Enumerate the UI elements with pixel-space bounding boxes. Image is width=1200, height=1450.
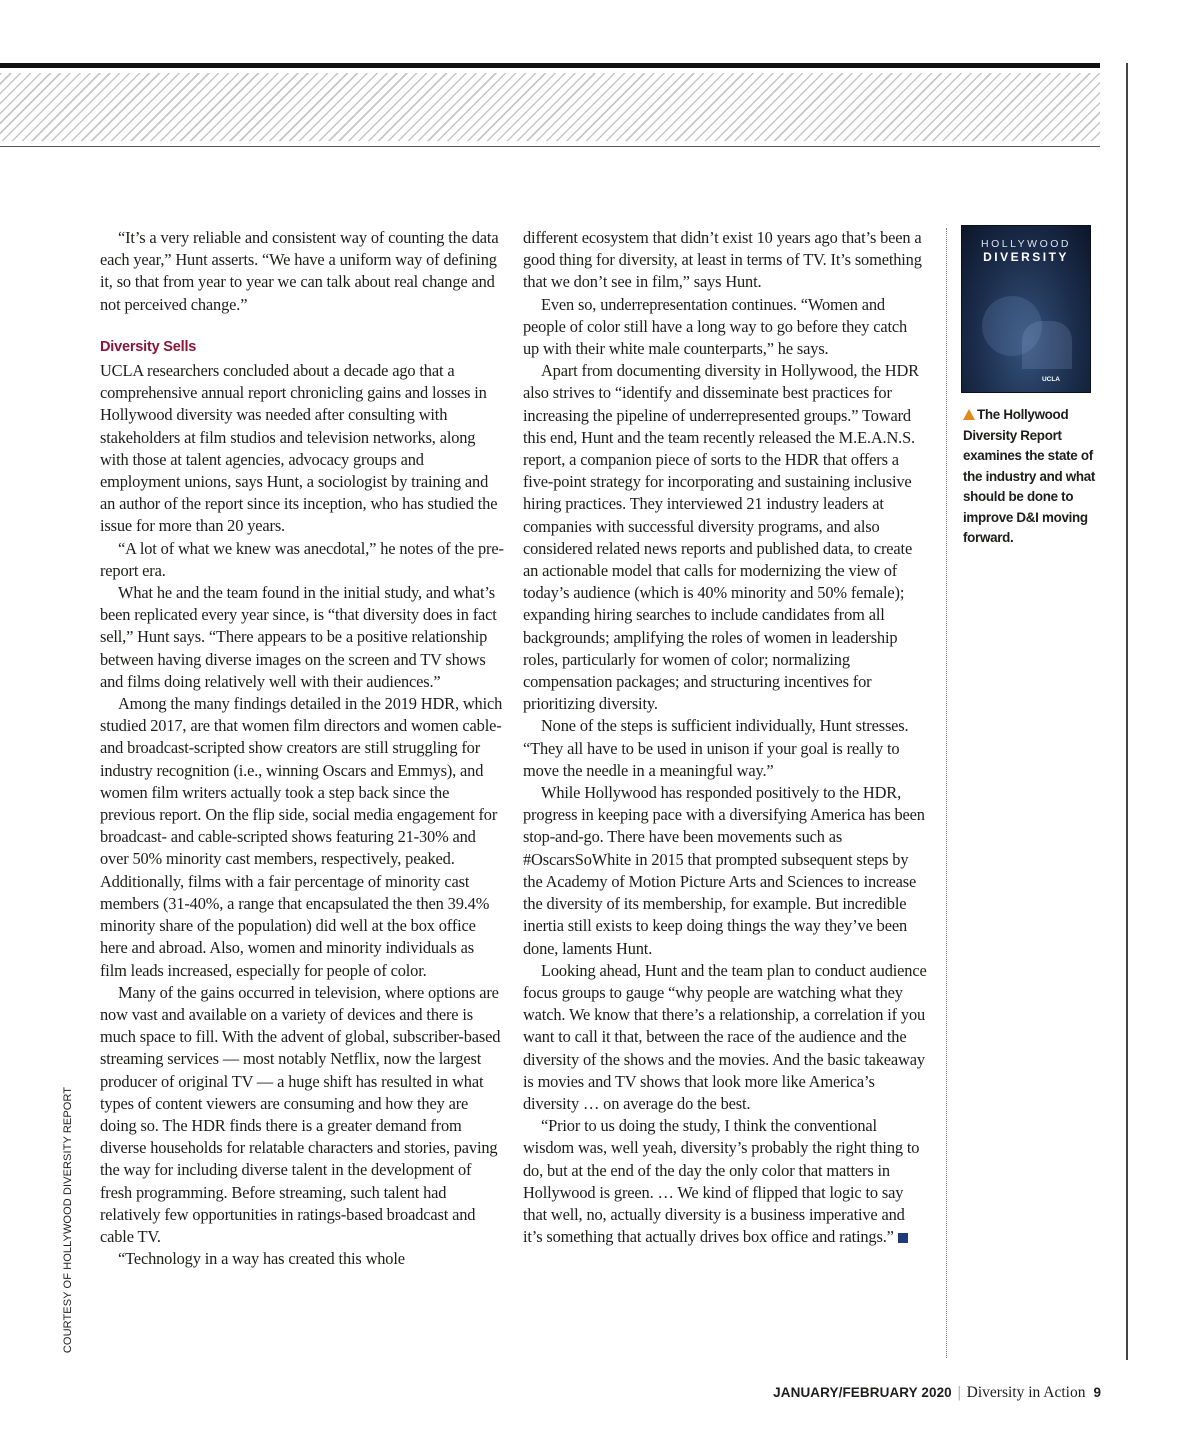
paragraph-text: “Prior to us doing the study, I think the conventional wisdom was, well yeah, diversity’s probably the right thing to do, but at the end of the day the only color that matters in Hollywood is green. … We kind of flipped that logic to say that well, no, actually diversity is a business imperative and it’s something that actually drives box office and ratings.”	[523, 1116, 920, 1247]
page-number: 9	[1093, 1385, 1101, 1400]
paragraph: What he and the team found in the initial study, and what’s been replicated every year since, is “that diversity does in fact sell,” Hunt says. “There appears to be a positive relationship between having diverse images on the screen and TV shows and films doing relatively well with their audiences.”	[100, 583, 497, 691]
image-caption	[963, 405, 1111, 549]
end-mark-icon	[898, 1233, 908, 1243]
paragraph: Many of the gains occurred in television, where options are now vast and available on a variety of devices and there is much space to fill. With the advent of global, subscriber-based streaming services — most notably Netflix, now the largest producer of original TV — a huge shift has resulted in what types of content viewers are consuming and how they are doing so. The HDR finds there is a greater demand from diverse households for relatable characters and stories, paving the way for including diverse talent in the development of fresh programming. Before streaming, such talent had relatively few opportunities in ratings-based broadcast and cable TV.	[100, 982, 501, 1246]
paragraph: different ecosystem that didn’t exist 10 years ago that’s been a good thing for diversity, at least in terms of TV. It’s something that we don’t see in film,” says Hunt.	[523, 228, 922, 292]
paragraph: Apart from documenting diversity in Hollywood, the HDR also strives to “identify and disseminate best practices for increasing the pipeline of underrepresented groups.” Toward this end, Hunt and the team recently released the M.E.A.N.S. report, a companion piece of sorts to the HDR that offers a five-point strategy for incorporating and sustaining inclusive hiring practices. They interviewed 21 industry leaders at companies with successful diversity programs, and also considered related news reports and published data, to create an actionable model that calls for modernizing the view of today’s audience (which is 40% minority and 50% female); expanding hiring searches to include candidates from all backgrounds; amplifying the roles of women in leadership roles, particularly for women of color; normalizing compensation packages; and structuring incentives for prioritizing diversity.	[523, 361, 919, 714]
paragraph: “It’s a very reliable and consistent way of counting the data each year,” Hunt asserts. “We have a uniform way of defining it, so that from year to year we can talk about real change and not perceived change.”	[100, 228, 499, 314]
paragraph: Among the many findings detailed in the 2019 HDR, which studied 2017, are that women film directors and women cable- and broadcast-scripted show creators are still struggling for industry recognition (i.e., winning Oscars and Emmys), and women film writers actually took a step back since the previous report. On the flip side, social media engagement for broadcast- and cable-scripted shows featuring 21-30% and over 50% minority cast members, respectively, peaked. Additionally, films with a fair percentage of minority cast members (31-40%, a range that encapsulated the then 39.4% minority share of the population) did well at the box office here and abroad. Also, women and minority individuals as film leads increased, especially for people of color.	[100, 694, 503, 980]
header-hatch-band	[0, 73, 1100, 141]
paragraph: Even so, underrepresentation continues. “Women and people of color still have a long way to go before they catch up with their white male counterparts,” he says.	[523, 294, 908, 359]
section-subhead: Diversity Sells	[100, 338, 197, 355]
article-column-left	[100, 227, 504, 1270]
report-cover-image	[962, 226, 1090, 392]
footer-separator: |	[957, 1384, 961, 1401]
triangle-up-icon	[963, 409, 975, 420]
caption-text: The Hollywood Diversity Report examines the state of the industry and what should be done to improve D&I moving forward.	[963, 407, 1096, 545]
paragraph: UCLA researchers concluded about a decade ago that a comprehensive annual report chronicling gains and losses in Hollywood diversity was needed after consulting with stakeholders at film studios and television networks, along with those at talent agencies, advocacy groups and employment unions, says Hunt, a sociologist by training and an author of the report since its inception, who has studied the issue for more than 20 years.	[100, 361, 498, 536]
photo-credit: COURTESY OF HOLLYWOOD DIVERSITY REPORT	[62, 1086, 74, 1354]
paragraph: While Hollywood has responded positively to the HDR, progress in keeping pace with a diversifying America has been stop-and-go. There have been movements such as #OscarsSoWhite in 2015 that prompted subsequent steps by the Academy of Motion Picture Arts and Sciences to increase the diversity of its membership, for example. But incredible inertia still exists to keep doing things the way they’ve been done, laments Hunt.	[523, 783, 925, 958]
sidebar-divider	[946, 228, 947, 1358]
header-hatch-underline	[0, 146, 1100, 147]
paragraph: “A lot of what we knew was anecdotal,” he notes of the pre-report era.	[100, 538, 504, 580]
header-rule	[0, 63, 1100, 68]
cover-title-line1: HOLLYWOOD	[981, 238, 1071, 250]
footer-magazine-name: Diversity in Action	[966, 1384, 1086, 1401]
page-edge-rule	[1126, 63, 1128, 1360]
paragraph: “Technology in a way has created this whole	[118, 1249, 405, 1269]
footer-issue: JANUARY/FEBRUARY 2020	[773, 1385, 952, 1400]
article-column-right	[523, 227, 927, 1248]
cover-logo: UCLA	[1041, 376, 1060, 383]
paragraph: Looking ahead, Hunt and the team plan to conduct audience focus groups to gauge “why people are watching what they watch. We know that there’s a relationship, a correlation if you want to call it that, between the race of the audience and the diversity of the shows and the movies. And the basic takeaway is movies and TV shows that look more like America’s diversity … on average do the best.	[523, 960, 927, 1113]
cover-title-line2: DIVERSITY	[983, 250, 1069, 264]
paragraph: None of the steps is sufficient individually, Hunt stresses. “They all have to be used in unison if your goal is really to move the needle in a meaningful way.”	[523, 716, 909, 780]
page-footer	[773, 1384, 1101, 1402]
paragraph-final	[523, 1115, 927, 1248]
cover-figure-shape	[1022, 321, 1072, 369]
